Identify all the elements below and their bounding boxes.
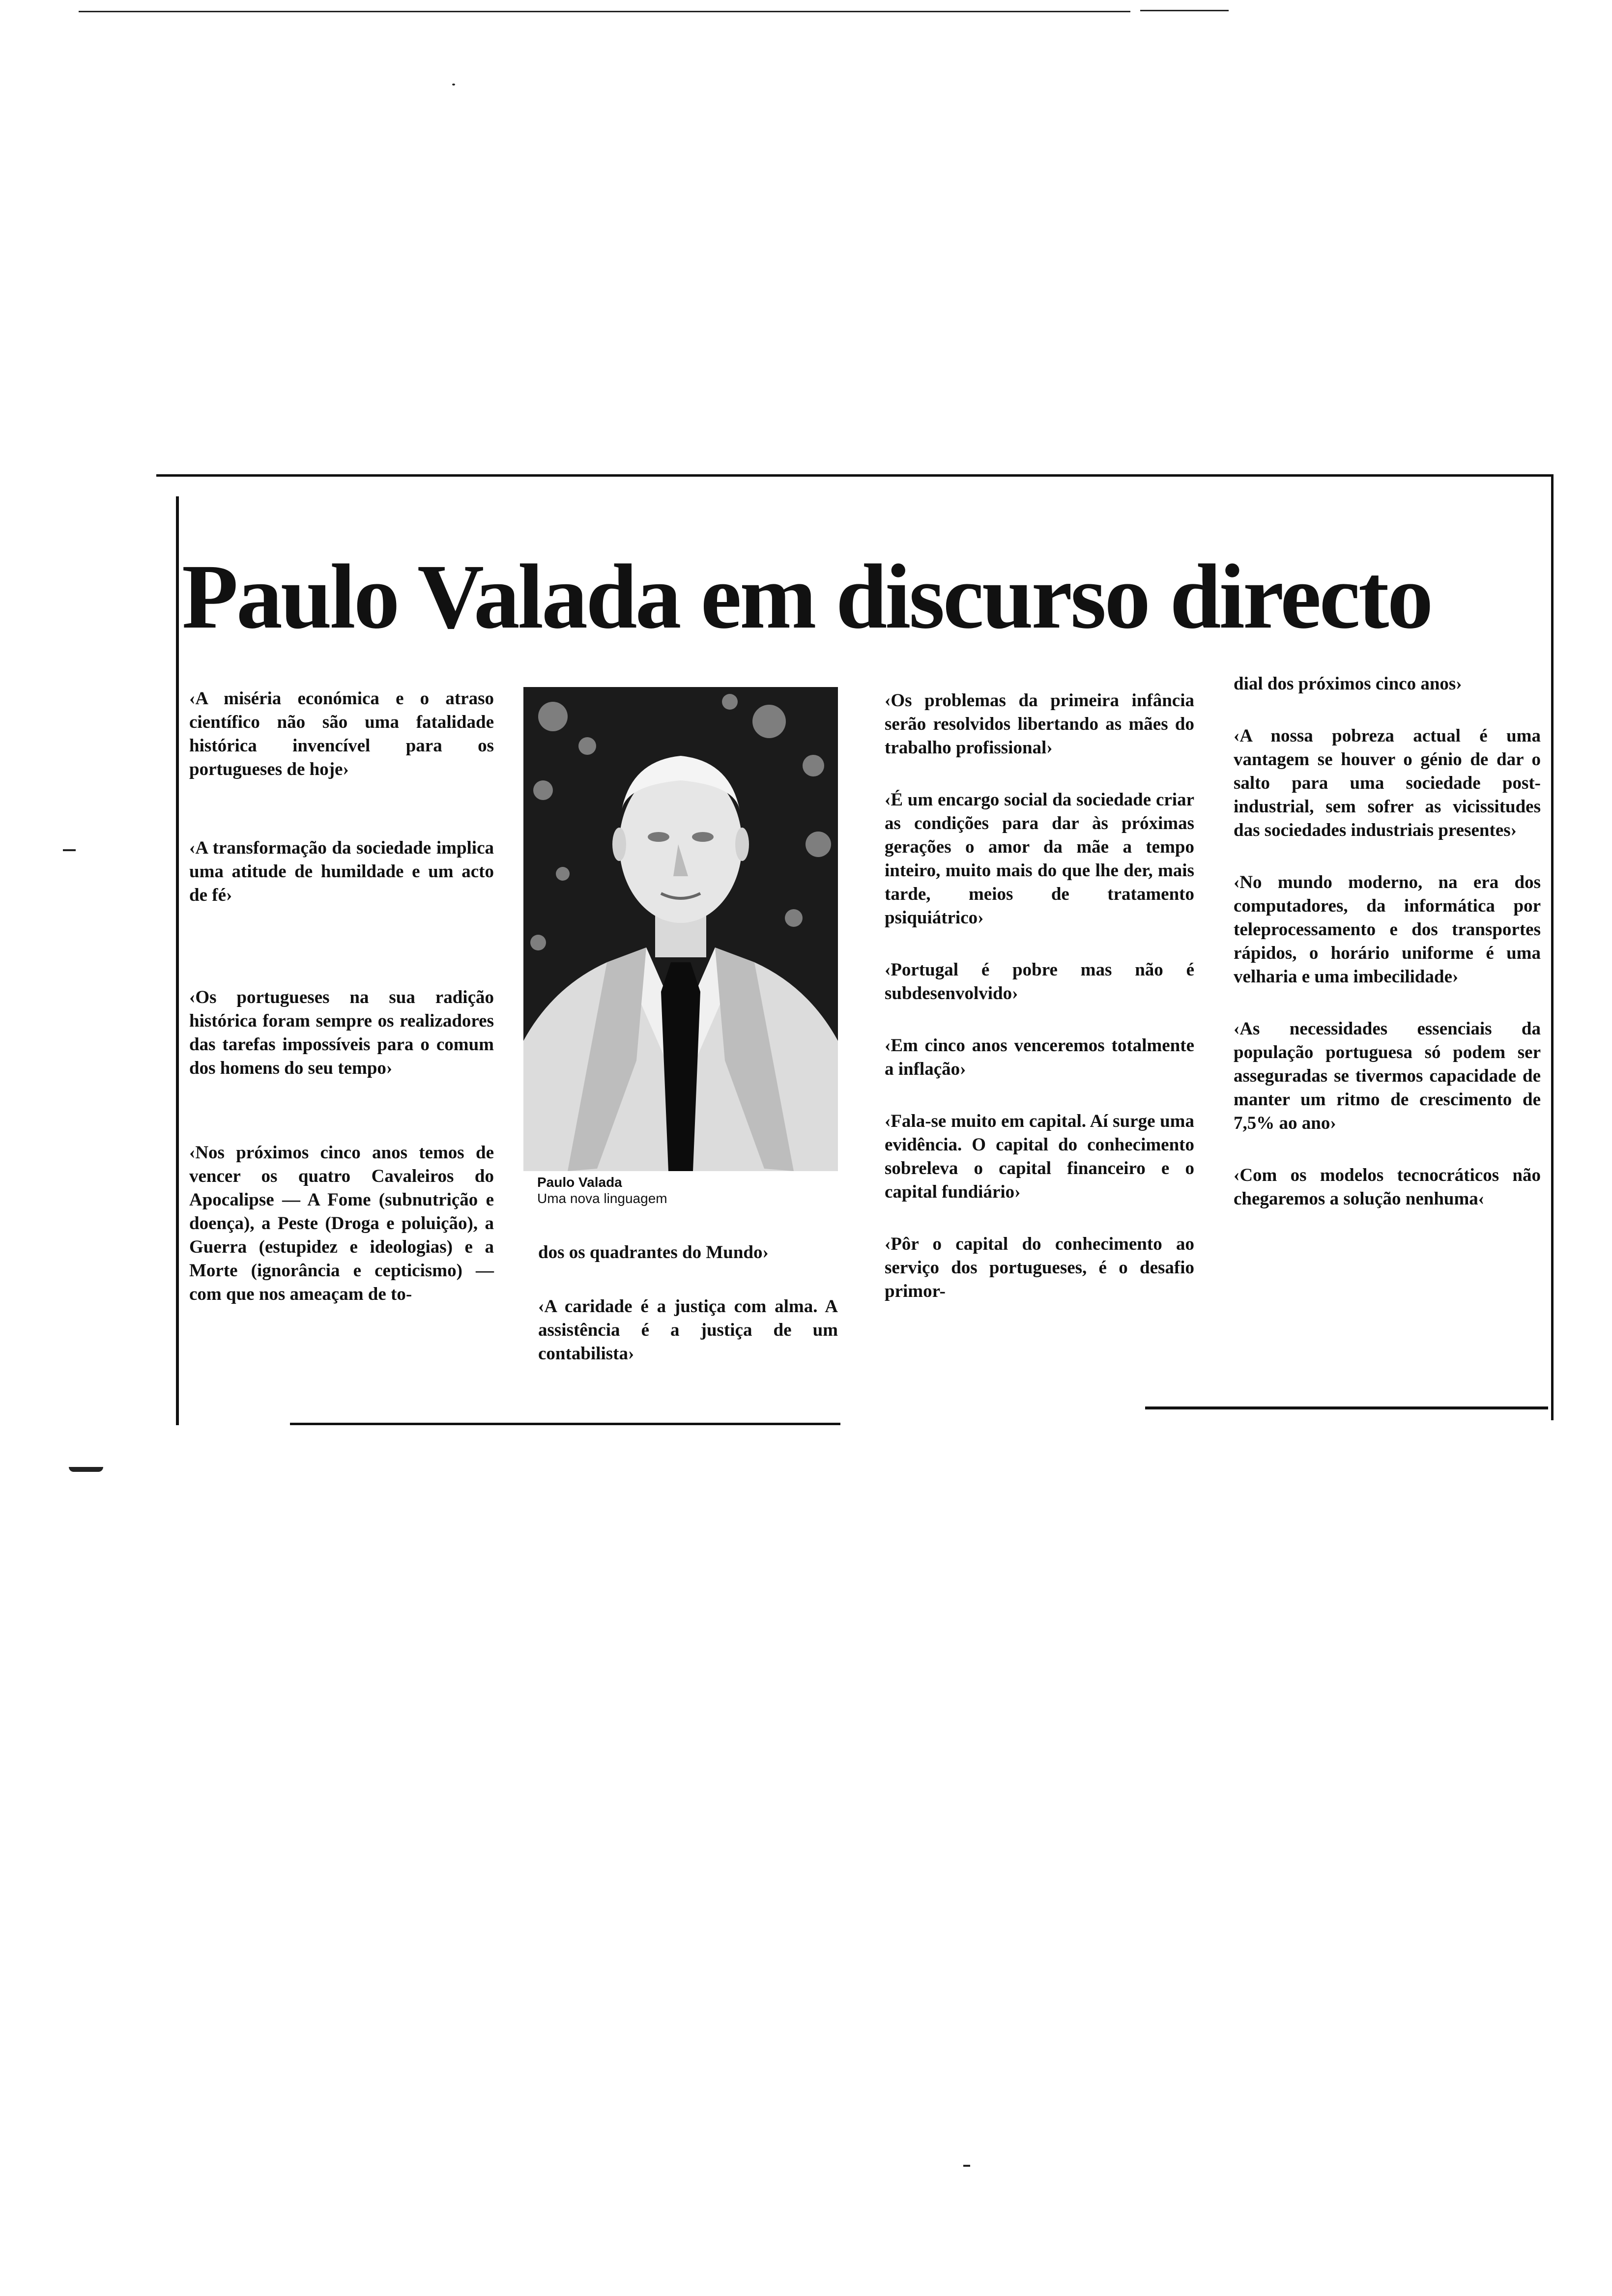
quote-paragraph: ‹A miséria económica e o atraso científico não são uma fatalidade histórica invencível para os portugueses de hoje› — [189, 689, 494, 779]
photo-caption-subtitle: Uma nova linguagem — [537, 1191, 667, 1206]
quote-paragraph: ‹Os problemas da primeira infância serão resolvidos libertando as mães do trabalho profissional› — [885, 690, 1194, 758]
text-column-3 — [885, 689, 1194, 1332]
article-headline: Paulo Valada em discurso directo — [182, 545, 1432, 648]
portrait-illustration — [523, 687, 838, 1171]
photo-caption-name: Paulo Valada — [537, 1175, 622, 1190]
scan-curl-mark — [69, 1467, 103, 1472]
text-column-1 — [189, 687, 494, 1347]
scan-mark-left — [63, 849, 76, 851]
quote-paragraph: ‹Em cinco anos venceremos totalmente a inflação› — [885, 1035, 1194, 1079]
quote-paragraph: ‹Fala-se muito em capital. Aí surge uma evidência. O capital do conhecimento sobreleva o capital financeiro e o capital fundiário› — [885, 1111, 1194, 1202]
quote-paragraph: ‹É um encargo social da sociedade criar as condições para dar às próximas gerações o amor da mãe a tempo inteiro, muito mais do que lhe der, mais tarde, meios de tratamento psiquiátrico› — [885, 790, 1194, 928]
article-left-rule — [176, 496, 179, 1425]
quote-paragraph: ‹Os portugueses na sua radição histórica foram sempre os realizadores das tarefas impossíveis para o comum dos homens do seu tempo› — [189, 987, 494, 1078]
quote-paragraph: ‹Pôr o capital do conhecimento ao serviço dos portugueses, é o desafio primor- — [885, 1234, 1194, 1301]
article-bottom-rule — [290, 1423, 840, 1425]
quote-paragraph: ‹Nos próximos cinco anos temos de vencer os quatro Cavaleiros do Apocalipse — A Fome (subnutrição e doença), a Peste (Droga e poluição), a Guerra (estupidez e ideologias) e a Morte (ignorância e cepticismo) — com que nos ameaçam de to- — [189, 1143, 494, 1304]
quote-paragraph: ‹Com os modelos tecnocráticos não chegaremos a solução nenhuma‹ — [1234, 1165, 1541, 1209]
quote-paragraph: dos os quadrantes do Mundo› — [538, 1242, 769, 1263]
quote-paragraph: ‹A caridade é a justiça com alma. A assistência é a justiça de um contabilista› — [538, 1296, 838, 1364]
text-column-2 — [538, 1241, 838, 1406]
quote-paragraph: dial dos próximos cinco anos› — [1234, 674, 1462, 694]
portrait-photo — [523, 687, 838, 1171]
scan-top-line — [79, 11, 1130, 12]
quote-paragraph: ‹A transformação da sociedade implica uma atitude de humildade e um acto de fé› — [189, 838, 494, 905]
quote-paragraph: ‹No mundo moderno, na era dos computadores, da informática por teleprocessamento e dos transportes rápidos, o horário uniforme é uma velharia e uma imbecilidade› — [1234, 872, 1541, 987]
scan-top-dash — [1140, 10, 1229, 11]
quote-paragraph: ‹Portugal é pobre mas não é subdesenvolvido› — [885, 960, 1194, 1004]
speck — [452, 84, 455, 86]
quote-paragraph: ‹A nossa pobreza actual é uma vantagem se houver o génio de dar o salto para uma sociedade post-industrial, sem sofrer as vicissitudes das sociedades industriais presentes› — [1234, 726, 1541, 840]
scan-dash-bottom — [963, 2165, 970, 2167]
text-column-4 — [1234, 672, 1541, 1239]
article-bottom-rule-right — [1145, 1406, 1548, 1409]
quote-paragraph: ‹As necessidades essenciais da população portuguesa só podem ser asseguradas se tivermos capacidade de manter um ritmo de crescimento de 7,5% ao ano› — [1234, 1019, 1541, 1133]
